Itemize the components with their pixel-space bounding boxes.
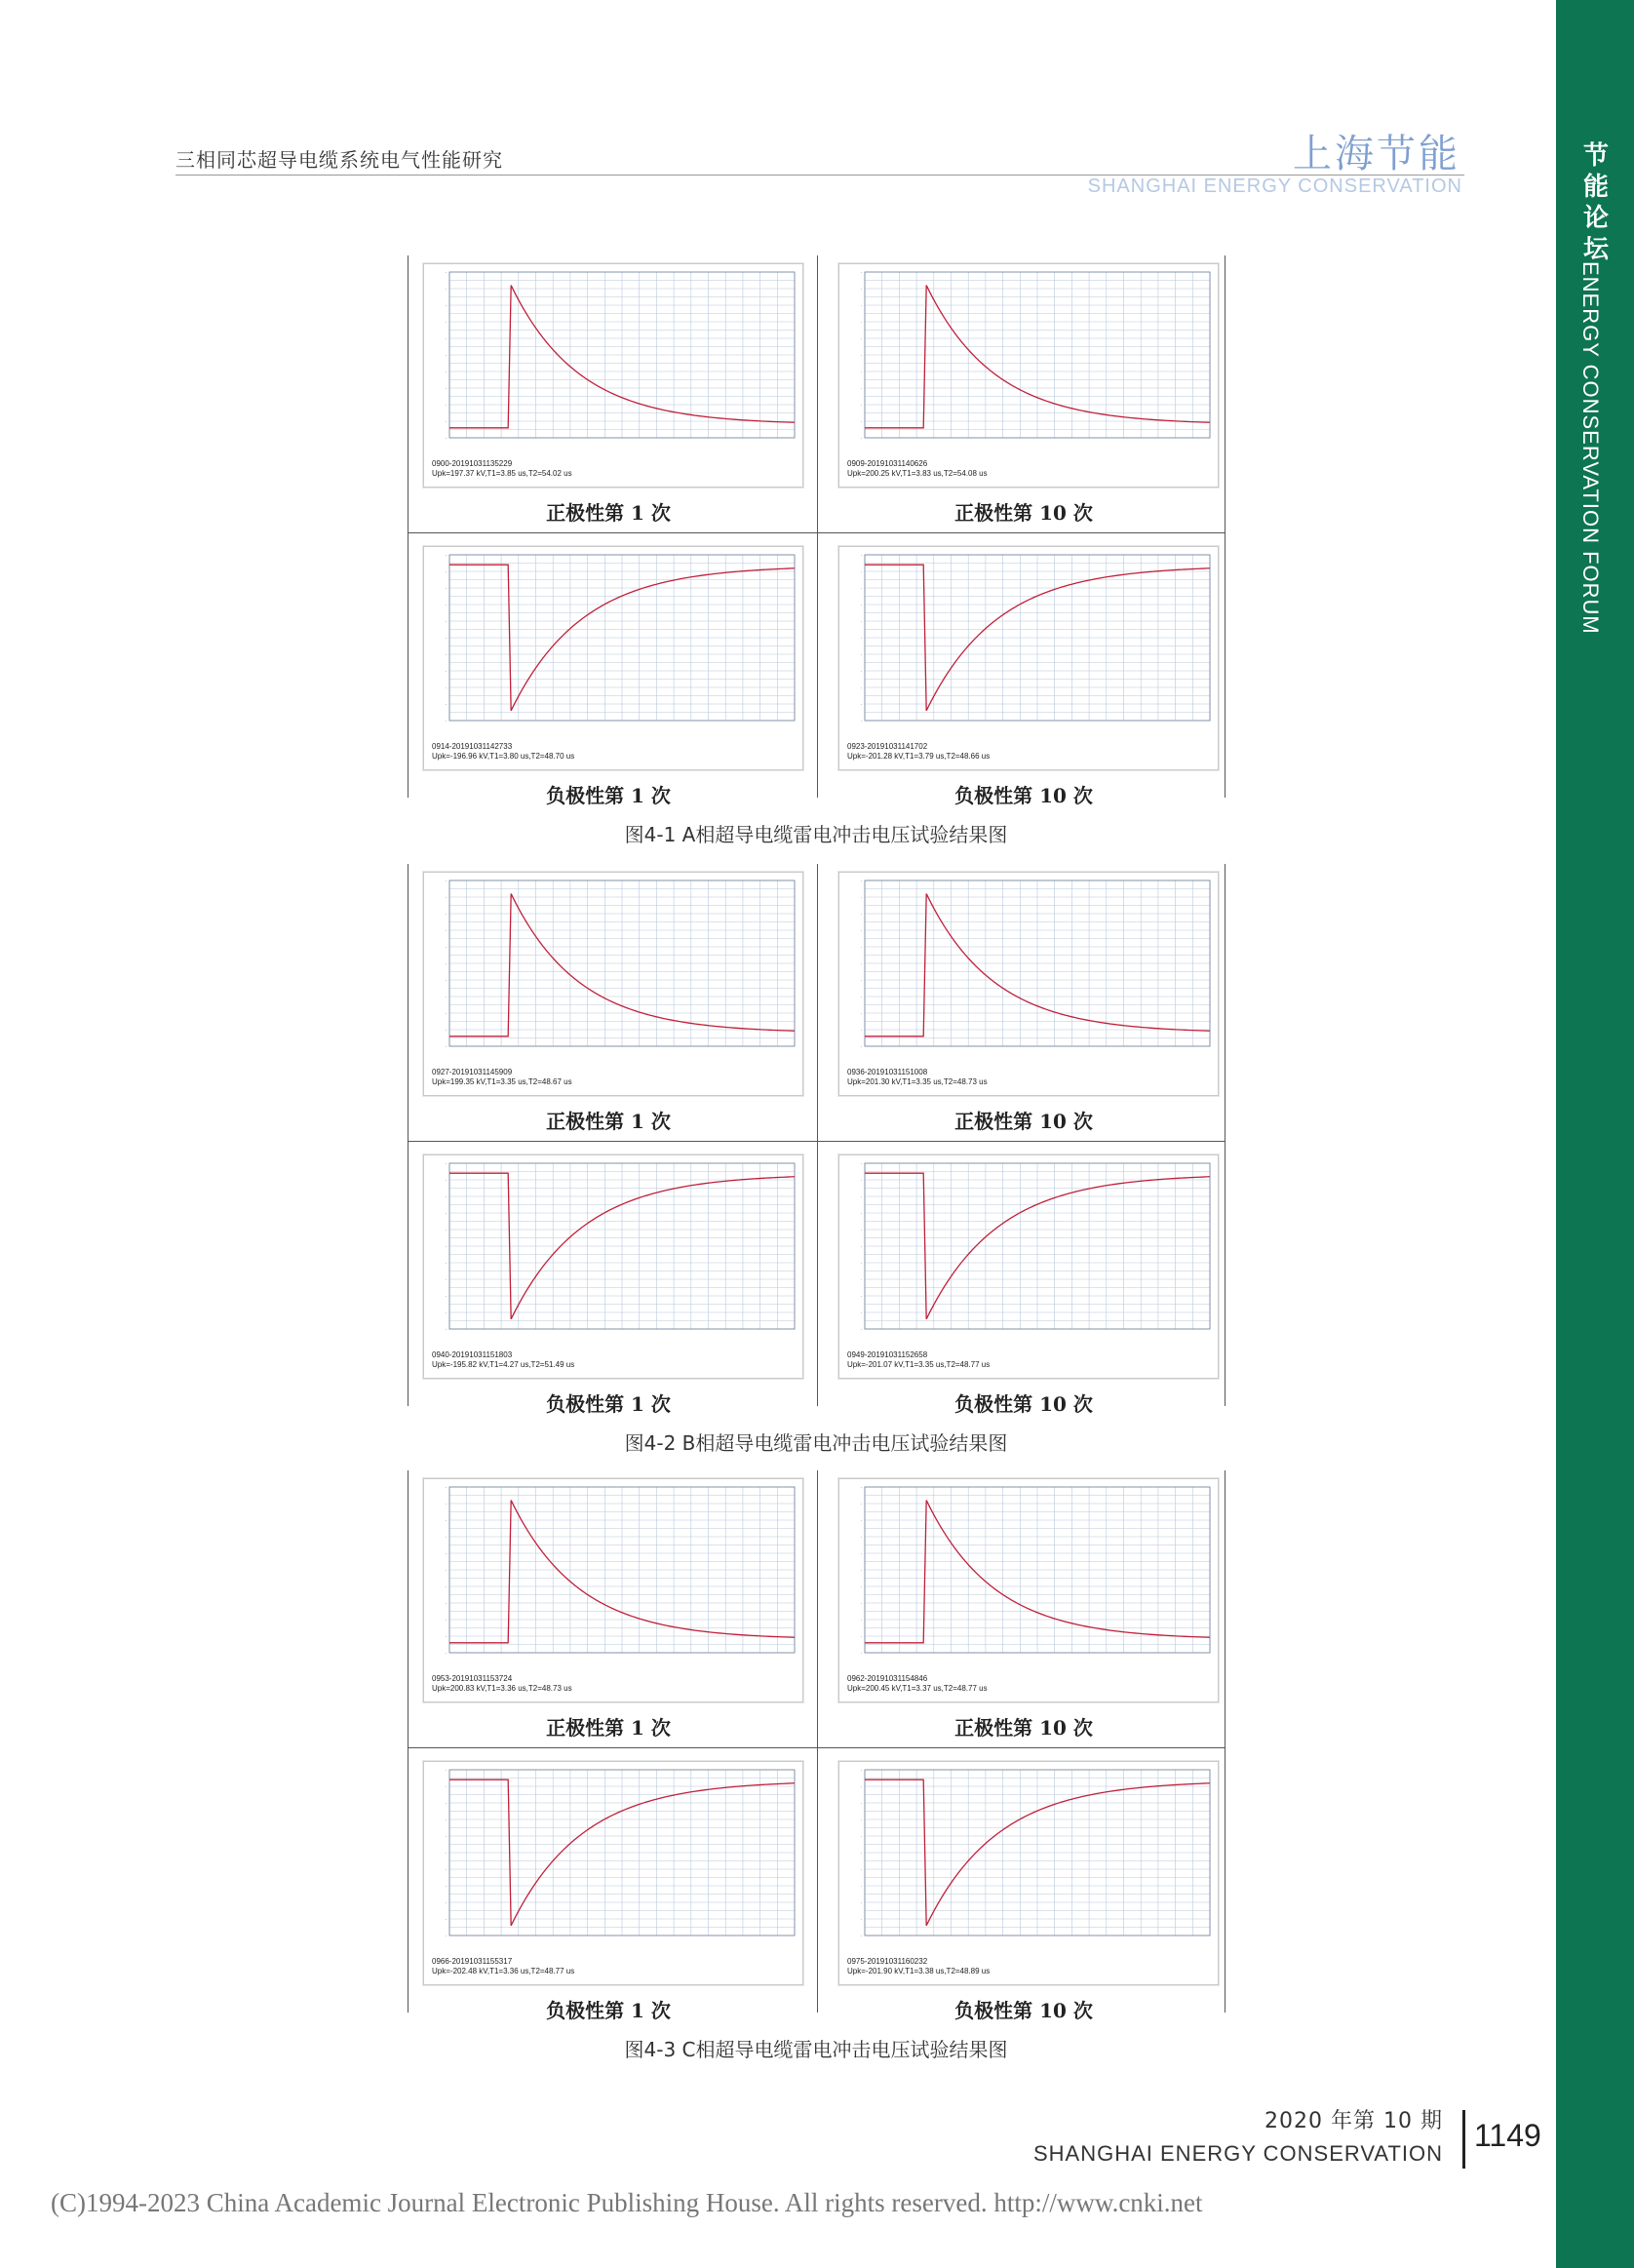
svg-text:·: · <box>860 1634 862 1639</box>
svg-text:·: · <box>860 270 862 275</box>
svg-text:·: · <box>445 336 447 341</box>
svg-text:·: · <box>445 636 447 641</box>
plot-grid <box>449 880 795 1046</box>
svg-text:·: · <box>445 586 447 591</box>
figure-3 <box>408 1470 1225 2059</box>
record-params: Upk=201.30 kV,T1=3.35 us,T2=48.73 us <box>847 1077 988 1086</box>
svg-text:·: · <box>445 719 447 723</box>
issue-label: 2020 年第 10 期 <box>1264 2109 1443 2133</box>
svg-text:·: · <box>860 353 862 358</box>
svg-text:·: · <box>445 1584 447 1589</box>
svg-text:·: · <box>860 619 862 624</box>
svg-text:·: · <box>445 386 447 391</box>
journal-brand-en: SHANGHAI ENERGY CONSERVATION <box>1087 176 1462 197</box>
svg-text:·: · <box>860 419 862 424</box>
record-info <box>432 459 572 479</box>
plot-axis-ticks <box>861 1161 862 1332</box>
svg-text:·: · <box>860 1917 862 1922</box>
svg-text:·: · <box>445 702 447 707</box>
svg-text:·: · <box>445 1178 447 1183</box>
svg-text:·: · <box>860 1261 862 1266</box>
svg-text:·: · <box>860 569 862 574</box>
svg-text:·: · <box>445 403 447 408</box>
svg-text:·: · <box>445 1161 447 1166</box>
svg-text:·: · <box>445 1917 447 1922</box>
svg-text:·: · <box>445 1900 447 1905</box>
svg-text:·: · <box>445 1011 447 1016</box>
plot-axis-ticks <box>861 553 862 723</box>
record-id: 0936-20191031151008 <box>847 1068 928 1076</box>
svg-text:·: · <box>860 1485 862 1490</box>
svg-text:·: · <box>860 403 862 408</box>
svg-text:·: · <box>860 1161 862 1166</box>
oscillogram <box>423 1761 803 1985</box>
waveform-panel <box>408 1147 809 1420</box>
record-info <box>847 1674 988 1694</box>
waveform-panel <box>408 1753 809 2026</box>
record-id: 0914-20191031142733 <box>432 742 513 751</box>
record-params: Upk=-201.28 kV,T1=3.79 us,T2=48.66 us <box>847 752 991 761</box>
figure-caption: 图4-2 B相超导电缆雷电冲击电压试验结果图 <box>624 1431 1008 1455</box>
oscillogram <box>423 546 803 770</box>
svg-text:·: · <box>445 652 447 657</box>
svg-text:·: · <box>860 1178 862 1183</box>
record-id: 0909-20191031140626 <box>847 459 928 468</box>
svg-text:·: · <box>860 1277 862 1282</box>
svg-text:·: · <box>445 1601 447 1606</box>
svg-text:·: · <box>445 353 447 358</box>
record-id: 0949-20191031152658 <box>847 1350 928 1359</box>
panel-caption: 正极性第 10 次 <box>954 1110 1093 1133</box>
record-id: 0962-20191031154846 <box>847 1674 928 1683</box>
svg-text:·: · <box>445 1867 447 1872</box>
svg-text:·: · <box>860 912 862 917</box>
panel-caption: 正极性第 1 次 <box>546 1716 671 1740</box>
record-params: Upk=-201.07 kV,T1=3.35 us,T2=48.77 us <box>847 1360 991 1369</box>
footer-journal-name: SHANGHAI ENERGY CONSERVATION <box>1032 2141 1443 2166</box>
svg-text:·: · <box>445 1834 447 1839</box>
plot-grid <box>449 272 795 438</box>
plot-grid <box>449 555 795 721</box>
grid-vertical-rule <box>817 864 818 1406</box>
svg-text:·: · <box>860 1784 862 1789</box>
svg-text:·: · <box>445 1768 447 1773</box>
oscillogram <box>838 1478 1219 1702</box>
svg-text:·: · <box>860 1867 862 1872</box>
plot-grid <box>449 1770 795 1936</box>
svg-text:·: · <box>445 1485 447 1490</box>
svg-text:·: · <box>860 995 862 999</box>
svg-text:·: · <box>860 685 862 690</box>
svg-text:·: · <box>860 702 862 707</box>
svg-text:·: · <box>860 603 862 607</box>
waveform-chart <box>839 264 1218 465</box>
svg-text:·: · <box>860 1818 862 1822</box>
panel-caption: 负极性第 1 次 <box>546 1999 671 2022</box>
svg-text:·: · <box>445 912 447 917</box>
svg-text:·: · <box>445 895 447 900</box>
grid-vertical-rule <box>1225 864 1226 1406</box>
svg-text:·: · <box>860 1194 862 1199</box>
waveform-chart <box>839 1479 1218 1680</box>
svg-text:·: · <box>860 1502 862 1506</box>
svg-text:·: · <box>860 287 862 292</box>
plot-axis-ticks <box>446 1768 447 1938</box>
plot-axis-ticks <box>446 1485 447 1656</box>
waveform-chart <box>424 1155 802 1356</box>
grid-horizontal-rule <box>408 532 1225 533</box>
waveform-chart <box>424 1479 802 1680</box>
svg-text:·: · <box>860 928 862 933</box>
svg-text:·: · <box>445 1618 447 1623</box>
svg-text:·: · <box>860 1568 862 1573</box>
svg-text:·: · <box>445 1044 447 1049</box>
svg-text:·: · <box>445 1261 447 1266</box>
waveform-chart <box>839 547 1218 748</box>
svg-text:·: · <box>860 553 862 558</box>
svg-text:·: · <box>445 287 447 292</box>
figure-2 <box>408 864 1225 1453</box>
plot-grid <box>865 1770 1210 1936</box>
svg-text:·: · <box>860 586 862 591</box>
oscillogram <box>838 1154 1219 1379</box>
svg-text:·: · <box>445 1310 447 1315</box>
waveform-panel <box>823 255 1225 528</box>
grid-horizontal-rule <box>408 1141 1225 1142</box>
plot-grid <box>865 272 1210 438</box>
svg-text:·: · <box>445 1211 447 1216</box>
svg-text:·: · <box>860 961 862 966</box>
svg-text:·: · <box>445 928 447 933</box>
waveform-panel <box>823 1470 1225 1743</box>
record-info <box>847 742 990 762</box>
waveform-panel <box>823 864 1225 1137</box>
record-params: Upk=-195.82 kV,T1=4.27 us,T2=51.49 us <box>432 1360 575 1369</box>
record-info <box>847 1350 990 1370</box>
waveform-panel <box>408 255 809 528</box>
record-params: Upk=-201.90 kV,T1=3.38 us,T2=48.89 us <box>847 1967 991 1975</box>
oscillogram <box>423 263 803 488</box>
panel-caption: 负极性第 1 次 <box>546 1392 671 1416</box>
plot-grid <box>449 1487 795 1653</box>
svg-text:·: · <box>860 386 862 391</box>
svg-text:·: · <box>445 1518 447 1523</box>
figure-caption: 图4-1 A相超导电缆雷电冲击电压试验结果图 <box>624 823 1008 846</box>
record-info <box>432 1350 574 1370</box>
svg-text:·: · <box>860 1851 862 1856</box>
waveform-panel <box>408 864 809 1137</box>
svg-text:·: · <box>445 1277 447 1282</box>
figure-1 <box>408 255 1225 844</box>
svg-text:·: · <box>860 1211 862 1216</box>
svg-text:·: · <box>445 995 447 999</box>
grid-vertical-rule <box>1225 255 1226 798</box>
record-info <box>432 1957 574 1976</box>
record-id: 0927-20191031145909 <box>432 1068 513 1076</box>
record-params: Upk=197.37 kV,T1=3.85 us,T2=54.02 us <box>432 469 572 478</box>
svg-text:·: · <box>445 1568 447 1573</box>
record-info <box>432 742 574 762</box>
record-id: 0975-20191031160232 <box>847 1957 928 1966</box>
panel-caption: 正极性第 1 次 <box>546 1110 671 1133</box>
svg-text:·: · <box>445 1801 447 1806</box>
waveform-chart <box>424 264 802 465</box>
svg-text:·: · <box>445 961 447 966</box>
svg-text:·: · <box>445 685 447 690</box>
svg-text:·: · <box>445 1194 447 1199</box>
waveform-chart <box>839 1762 1218 1963</box>
plot-axis-ticks <box>861 1485 862 1656</box>
svg-text:·: · <box>445 303 447 308</box>
svg-text:·: · <box>445 569 447 574</box>
article-running-title: 三相同芯超导电缆系统电气性能研究 <box>175 148 503 172</box>
panel-caption: 负极性第 10 次 <box>954 1999 1093 2022</box>
svg-text:·: · <box>860 1934 862 1938</box>
svg-text:·: · <box>445 320 447 325</box>
oscillogram <box>838 1761 1219 1985</box>
svg-text:·: · <box>860 336 862 341</box>
svg-text:·: · <box>860 370 862 374</box>
svg-text:·: · <box>445 1502 447 1506</box>
record-params: Upk=-196.96 kV,T1=3.80 us,T2=48.70 us <box>432 752 575 761</box>
record-id: 0953-20191031153724 <box>432 1674 513 1683</box>
record-info <box>432 1674 572 1694</box>
svg-text:·: · <box>445 1634 447 1639</box>
svg-text:·: · <box>445 619 447 624</box>
record-info <box>847 1068 988 1087</box>
plot-axis-ticks <box>446 1161 447 1332</box>
footer-divider <box>1462 2110 1465 2169</box>
panel-caption: 负极性第 1 次 <box>546 784 671 807</box>
svg-text:·: · <box>860 320 862 325</box>
svg-text:·: · <box>445 1535 447 1540</box>
svg-text:·: · <box>445 1884 447 1889</box>
page-number: 1149 <box>1474 2118 1541 2153</box>
svg-text:·: · <box>445 945 447 950</box>
plot-axis-ticks <box>446 270 447 441</box>
oscillogram <box>423 1478 803 1702</box>
svg-text:·: · <box>445 978 447 983</box>
svg-text:·: · <box>860 1884 862 1889</box>
svg-text:·: · <box>860 1244 862 1249</box>
record-params: Upk=200.25 kV,T1=3.83 us,T2=54.08 us <box>847 469 988 478</box>
panel-caption: 负极性第 10 次 <box>954 784 1093 807</box>
svg-text:·: · <box>860 1618 862 1623</box>
record-params: Upk=199.35 kV,T1=3.35 us,T2=48.67 us <box>432 1077 572 1086</box>
plot-grid <box>865 555 1210 721</box>
svg-text:·: · <box>860 1310 862 1315</box>
svg-text:·: · <box>860 1801 862 1806</box>
svg-text:·: · <box>445 1294 447 1299</box>
plot-grid <box>865 880 1210 1046</box>
svg-text:·: · <box>445 370 447 374</box>
record-info <box>432 1068 572 1087</box>
svg-text:·: · <box>445 1934 447 1938</box>
waveform-chart <box>424 1762 802 1963</box>
svg-text:·: · <box>445 553 447 558</box>
svg-text:·: · <box>860 1028 862 1033</box>
svg-text:·: · <box>860 895 862 900</box>
svg-text:·: · <box>860 636 862 641</box>
svg-text:·: · <box>860 652 862 657</box>
svg-text:·: · <box>445 1551 447 1556</box>
svg-text:·: · <box>860 1601 862 1606</box>
figure-grid <box>408 1470 1225 2022</box>
figure-grid <box>408 864 1225 1416</box>
record-params: Upk=200.45 kV,T1=3.37 us,T2=48.77 us <box>847 1684 988 1693</box>
waveform-panel <box>823 538 1225 811</box>
svg-text:·: · <box>860 945 862 950</box>
svg-text:·: · <box>445 603 447 607</box>
waveform-panel <box>408 538 809 811</box>
panel-caption: 正极性第 10 次 <box>954 501 1093 525</box>
figure-caption: 图4-3 C相超导电缆雷电冲击电压试验结果图 <box>624 2038 1008 2061</box>
record-info <box>847 459 988 479</box>
sidebar-section-cn: 节能论坛 <box>1582 141 1609 264</box>
panel-caption: 负极性第 10 次 <box>954 1392 1093 1416</box>
grid-vertical-rule <box>817 255 818 798</box>
record-id: 0923-20191031141702 <box>847 742 928 751</box>
waveform-panel <box>823 1147 1225 1420</box>
svg-text:·: · <box>445 1244 447 1249</box>
plot-grid <box>865 1487 1210 1653</box>
plot-axis-ticks <box>861 1768 862 1938</box>
svg-text:·: · <box>860 1551 862 1556</box>
grid-vertical-rule <box>817 1470 818 2013</box>
svg-text:·: · <box>445 669 447 674</box>
plot-grid <box>449 1163 795 1329</box>
journal-brand-cn: 上海节能 <box>1293 132 1460 176</box>
svg-text:·: · <box>445 1818 447 1822</box>
svg-text:·: · <box>860 1518 862 1523</box>
svg-text:·: · <box>445 436 447 441</box>
svg-text:·: · <box>445 1651 447 1656</box>
svg-text:·: · <box>860 303 862 308</box>
plot-axis-ticks <box>446 553 447 723</box>
svg-text:·: · <box>445 419 447 424</box>
waveform-chart <box>424 547 802 748</box>
svg-text:·: · <box>860 1011 862 1016</box>
svg-text:·: · <box>445 1228 447 1232</box>
oscillogram <box>423 1154 803 1379</box>
record-params: Upk=-202.48 kV,T1=3.36 us,T2=48.77 us <box>432 1967 575 1975</box>
svg-text:·: · <box>860 1294 862 1299</box>
oscillogram <box>838 546 1219 770</box>
svg-text:·: · <box>445 1028 447 1033</box>
svg-text:·: · <box>860 719 862 723</box>
svg-text:·: · <box>860 669 862 674</box>
svg-text:·: · <box>860 1651 862 1656</box>
sidebar-section-en: ENERGY CONSERVATION FORUM <box>1578 261 1603 635</box>
svg-text:·: · <box>860 1327 862 1332</box>
oscillogram <box>838 263 1219 488</box>
svg-text:·: · <box>860 1768 862 1773</box>
plot-axis-ticks <box>861 879 862 1049</box>
svg-text:·: · <box>445 1851 447 1856</box>
plot-axis-ticks <box>446 879 447 1049</box>
grid-horizontal-rule <box>408 1747 1225 1748</box>
waveform-panel <box>823 1753 1225 2026</box>
panel-caption: 正极性第 10 次 <box>954 1716 1093 1740</box>
section-sidebar <box>1556 0 1634 2268</box>
waveform-panel <box>408 1470 809 1743</box>
record-id: 0940-20191031151803 <box>432 1350 513 1359</box>
oscillogram <box>423 872 803 1096</box>
record-params: Upk=200.83 kV,T1=3.36 us,T2=48.73 us <box>432 1684 572 1693</box>
plot-axis-ticks <box>861 270 862 441</box>
waveform-chart <box>839 873 1218 1074</box>
svg-text:·: · <box>445 879 447 883</box>
record-id: 0966-20191031155317 <box>432 1957 513 1966</box>
record-id: 0900-20191031135229 <box>432 459 513 468</box>
svg-text:·: · <box>860 1044 862 1049</box>
svg-text:·: · <box>445 1784 447 1789</box>
svg-text:·: · <box>860 1228 862 1232</box>
figure-grid <box>408 255 1225 807</box>
svg-text:·: · <box>860 879 862 883</box>
svg-text:·: · <box>860 436 862 441</box>
waveform-chart <box>424 873 802 1074</box>
svg-text:·: · <box>445 270 447 275</box>
copyright-notice: (C)1994-2023 China Academic Journal Electronic Publishing House. All rights reserved. http://www.cnki.net <box>51 2188 1203 2217</box>
grid-vertical-rule <box>1225 1470 1226 2013</box>
panel-caption: 正极性第 1 次 <box>546 501 671 525</box>
svg-text:·: · <box>860 1900 862 1905</box>
record-info <box>847 1957 990 1976</box>
svg-text:·: · <box>860 1535 862 1540</box>
waveform-chart <box>839 1155 1218 1356</box>
svg-text:·: · <box>445 1327 447 1332</box>
svg-text:·: · <box>860 1834 862 1839</box>
oscillogram <box>838 872 1219 1096</box>
plot-grid <box>865 1163 1210 1329</box>
svg-text:·: · <box>860 978 862 983</box>
svg-text:·: · <box>860 1584 862 1589</box>
